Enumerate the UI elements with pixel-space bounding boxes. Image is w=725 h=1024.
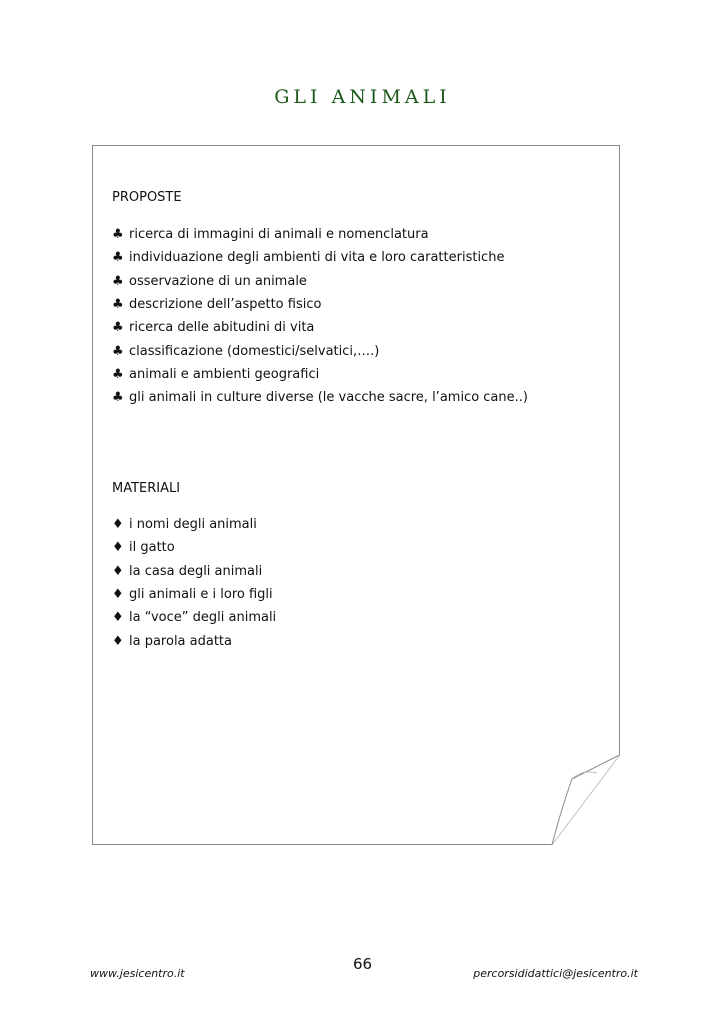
- club-icon: ♣: [112, 273, 124, 289]
- diamond-icon: ♦: [112, 540, 124, 556]
- club-icon: ♣: [112, 227, 124, 243]
- list-item-text: la “voce” degli animali: [129, 610, 277, 626]
- list-item: [112, 629, 276, 652]
- club-icon: ♣: [112, 343, 124, 359]
- footer-website: www.jesicentro.it: [90, 967, 185, 980]
- list-item: [112, 536, 276, 559]
- page-number: 66: [352, 955, 373, 973]
- list-item-text: classificazione (domestici/selvatici,….): [129, 343, 380, 359]
- diamond-icon: ♦: [112, 610, 124, 626]
- list-item: [112, 339, 528, 362]
- list-item: [112, 560, 276, 583]
- list-item: [112, 270, 528, 293]
- list-item-text: la casa degli animali: [129, 563, 263, 579]
- club-icon: ♣: [112, 250, 124, 266]
- list-item: [112, 246, 528, 269]
- list-item: [112, 316, 528, 339]
- diamond-icon: ♦: [112, 517, 124, 533]
- list-item-text: il gatto: [129, 540, 175, 556]
- list-item-text: ricerca di immagini di animali e nomenclatura: [129, 227, 429, 243]
- proposte-heading: PROPOSTE: [112, 190, 182, 205]
- list-item-text: osservazione di un animale: [129, 273, 307, 289]
- materiali-list: [112, 513, 276, 653]
- club-icon: ♣: [112, 390, 124, 406]
- diamond-icon: ♦: [112, 633, 124, 649]
- list-item: [112, 583, 276, 606]
- list-item-text: i nomi degli animali: [129, 517, 257, 533]
- list-item-text: gli animali e i loro figli: [129, 587, 273, 603]
- list-item-text: ricerca delle abitudini di vita: [129, 320, 315, 336]
- list-item: [112, 513, 276, 536]
- diamond-icon: ♦: [112, 587, 124, 603]
- diamond-icon: ♦: [112, 563, 124, 579]
- footer-email: percorsididattici@jesicentro.it: [473, 967, 638, 980]
- proposte-list: [112, 223, 528, 409]
- club-icon: ♣: [112, 297, 124, 313]
- list-item-text: animali e ambienti geografici: [129, 366, 320, 382]
- club-icon: ♣: [112, 366, 124, 382]
- list-item: [112, 223, 528, 246]
- list-item: [112, 363, 528, 386]
- list-item-text: gli animali in culture diverse (le vacche sacre, l’amico cane..): [129, 390, 528, 406]
- list-item-text: la parola adatta: [129, 633, 232, 649]
- list-item: [112, 293, 528, 316]
- list-item-text: individuazione degli ambienti di vita e loro caratteristiche: [129, 250, 505, 266]
- materiali-heading: MATERIALI: [112, 481, 181, 496]
- list-item: [112, 606, 276, 629]
- list-item-text: descrizione dell’aspetto fisico: [129, 297, 322, 313]
- page-title: GLI ANIMALI: [274, 86, 451, 108]
- club-icon: ♣: [112, 320, 124, 336]
- list-item: [112, 386, 528, 409]
